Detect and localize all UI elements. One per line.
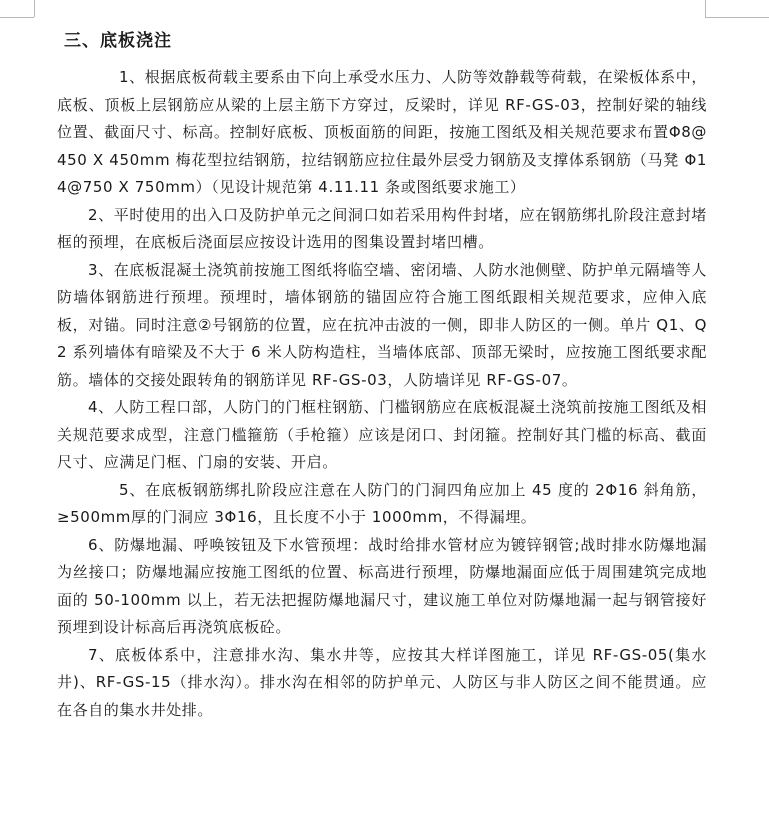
paragraph-5: 5、在底板钢筋绑扎阶段应注意在人防门的门洞四角应加上 45 度的 2Φ16 斜角筋，≥500mm厚的门洞应 3Φ16，且长度不小于 1000mm，不得漏埋。 [57, 480, 707, 526]
paragraph-3: 3、在底板混凝土浇筑前按施工图纸将临空墙、密闭墙、人防水池侧壁、防护单元隔墙等人防墙体钢筋进行预埋。预埋时，墙体钢筋的锚固应符合施工图纸跟相关规范要求，应伸入底板，对锚。同时注意②号钢筋的位置，应在抗冲击波的一侧，即非人防区的一侧。单片 Q1、Q2 系列墙体有暗梁及不大于 6 米人防构造柱，当墙体底部、顶部无梁时，应按施工图纸要求配筋。墙体的交接处跟转角的钢筋详见 RF-GS-03，人防墙详见 RF-GS-07。 [57, 260, 707, 389]
section-heading: 三、底板浇注 [64, 31, 172, 51]
crop-mark-top-right [705, 17, 769, 18]
document-body [57, 64, 707, 724]
paragraph-6: 6、防爆地漏、呼唤铵钮及下水管预埋：战时给排水管材应为镀锌钢管;战时排水防爆地漏为丝接口；防爆地漏应按施工图纸的位置、标高进行预埋，防爆地漏面应低于周围建筑完成地面的 50-100mm 以上，若无法把握防爆地漏尺寸，建议施工单位对防爆地漏一起与钢管接好预埋到设计标高后再浇筑底板砼。 [57, 535, 707, 636]
paragraph-2: 2、平时使用的出入口及防护单元之间洞口如若采用构件封堵，应在钢筋绑扎阶段注意封堵框的预埋，在底板后浇面层应按设计选用的图集设置封堵凹槽。 [57, 205, 707, 251]
crop-mark-top-left [0, 17, 34, 18]
crop-mark-top-left [34, 0, 35, 17]
paragraph-4: 4、人防工程口部，人防门的门框柱钢筋、门槛钢筋应在底板混凝土浇筑前按施工图纸及相关规范要求成型，注意门槛箍筋（手枪箍）应该是闭口、封闭箍。控制好其门槛的标高、截面尺寸、应满足门框、门扇的安装、开启。 [57, 398, 707, 471]
paragraph-7: 7、底板体系中，注意排水沟、集水井等，应按其大样详图施工，详见 RF-GS-05(集水井)、RF-GS-15（排水沟）。排水沟在相邻的防护单元、人防区与非人防区之间不能贯通。应在各自的集水井处排。 [57, 645, 707, 719]
paragraph-1: 1、根据底板荷载主要系由下向上承受水压力、人防等效静载等荷载，在梁板体系中，底板、顶板上层钢筋应从梁的上层主筋下方穿过，反梁时，详见 RF-GS-03，控制好梁的轴线位置、截面尺寸、标高。控制好底板、顶板面筋的间距，按施工图纸及相关规范要求布置Φ8@450 X 450mm 梅花型拉结钢筋，拉结钢筋应拉住最外层受力钢筋及支撑体系钢筋（马凳 Φ14@750 X 750mm）（见设计规范第 4.11.11 条或图纸要求施工） [57, 68, 707, 196]
crop-mark-top-right [705, 0, 706, 17]
